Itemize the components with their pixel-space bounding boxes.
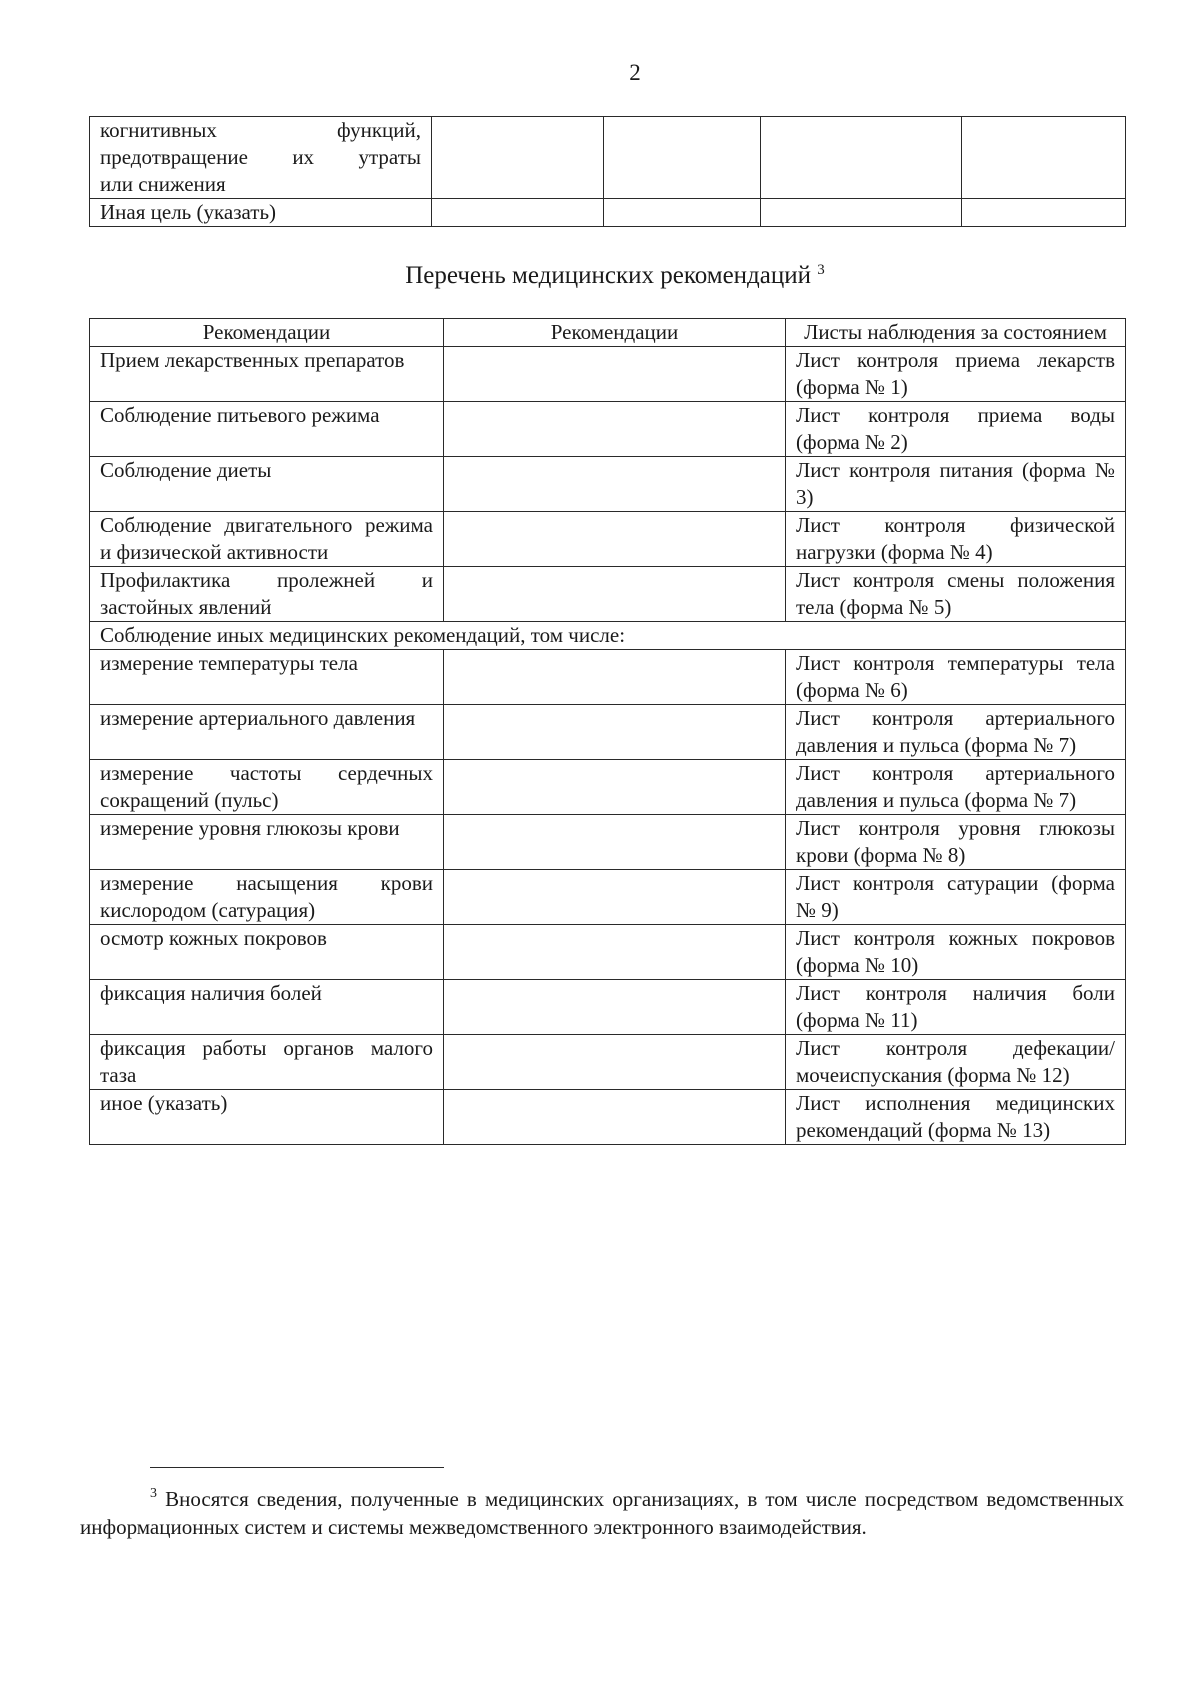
sheet-cell: Лист контроля температуры тела (форма № 6)	[786, 650, 1126, 705]
column-header: Рекомендации	[444, 319, 786, 347]
section-title	[0, 262, 1200, 290]
empty-cell[interactable]	[962, 117, 1126, 199]
empty-cell[interactable]	[444, 980, 786, 1035]
sheet-cell: Лист контроля физической нагрузки (форма № 4)	[786, 512, 1126, 567]
empty-cell[interactable]	[444, 705, 786, 760]
recommendation-cell: Профилактика пролежней и застойных явлений	[90, 567, 444, 622]
footnote-mark: 3	[150, 1486, 157, 1501]
goal-cell	[90, 117, 432, 199]
footnote-divider	[150, 1467, 444, 1468]
footnote	[80, 1480, 1124, 1541]
table-row	[90, 815, 1126, 870]
recommendation-cell: фиксация работы органов малого таза	[90, 1035, 444, 1090]
empty-cell[interactable]	[444, 567, 786, 622]
table-row	[90, 347, 1126, 402]
footnote-ref: 3	[817, 262, 825, 278]
sheet-cell: Лист контроля дефекации/мочеиспускания (форма № 12)	[786, 1035, 1126, 1090]
goal-line: или снижения	[100, 172, 226, 196]
sheet-cell: Лист контроля наличия боли (форма № 11)	[786, 980, 1126, 1035]
sheet-cell: Лист контроля питания (форма № 3)	[786, 457, 1126, 512]
sheet-cell: Лист контроля сатурации (форма № 9)	[786, 870, 1126, 925]
empty-cell[interactable]	[962, 199, 1126, 227]
empty-cell[interactable]	[444, 1090, 786, 1145]
section-title-text: Перечень медицинских рекомендаций	[405, 262, 811, 289]
sheet-cell: Лист контроля приема воды (форма № 2)	[786, 402, 1126, 457]
sheet-cell: Лист контроля артериального давления и пульса (форма № 7)	[786, 705, 1126, 760]
table-row	[90, 705, 1126, 760]
page-number: 2	[629, 60, 641, 85]
table-row	[90, 512, 1126, 567]
recommendation-cell: измерение артериального давления	[90, 705, 444, 760]
footnote-text: Вносятся сведения, полученные в медицинских организациях, в том числе посредством ведомственных информационных систем и системы межведомственного электронного взаимодействия.	[80, 1487, 1124, 1539]
table-row	[90, 199, 1126, 227]
table-row	[90, 650, 1126, 705]
empty-cell[interactable]	[761, 199, 962, 227]
empty-cell[interactable]	[761, 117, 962, 199]
table-header-row	[90, 319, 1126, 347]
recommendation-cell: измерение насыщения крови кислородом (сатурация)	[90, 870, 444, 925]
table-row	[90, 457, 1126, 512]
empty-cell[interactable]	[444, 347, 786, 402]
recommendation-cell: измерение температуры тела	[90, 650, 444, 705]
sheet-cell: Лист исполнения медицинских рекомендаций (форма № 13)	[786, 1090, 1126, 1145]
goal-line: когнитивных функций,	[100, 118, 421, 142]
empty-cell[interactable]	[444, 815, 786, 870]
sheet-cell: Лист контроля смены положения тела (форма № 5)	[786, 567, 1126, 622]
sheet-cell: Лист контроля приема лекарств (форма № 1)	[786, 347, 1126, 402]
goal-cell: Иная цель (указать)	[90, 199, 432, 227]
empty-cell[interactable]	[444, 925, 786, 980]
recommendation-cell: иное (указать)	[90, 1090, 444, 1145]
column-header: Рекомендации	[90, 319, 444, 347]
recommendation-cell: осмотр кожных покровов	[90, 925, 444, 980]
empty-cell[interactable]	[444, 457, 786, 512]
empty-cell[interactable]	[604, 117, 761, 199]
table-row	[90, 1090, 1126, 1145]
empty-cell[interactable]	[432, 117, 604, 199]
table-row	[90, 760, 1126, 815]
goal-line: предотвращение их утраты	[100, 145, 421, 169]
goals-table	[89, 116, 1126, 227]
empty-cell[interactable]	[604, 199, 761, 227]
sheet-cell: Лист контроля уровня глюкозы крови (форма № 8)	[786, 815, 1126, 870]
sheet-cell: Лист контроля артериального давления и пульса (форма № 7)	[786, 760, 1126, 815]
table-subheader-row	[90, 622, 1126, 650]
recommendation-cell: Соблюдение двигательного режима и физической активности	[90, 512, 444, 567]
table-row	[90, 980, 1126, 1035]
empty-cell[interactable]	[444, 402, 786, 457]
sheet-cell: Лист контроля кожных покровов (форма № 10)	[786, 925, 1126, 980]
recommendation-cell: измерение частоты сердечных сокращений (пульс)	[90, 760, 444, 815]
empty-cell[interactable]	[444, 870, 786, 925]
subheader-cell: Соблюдение иных медицинских рекомендаций, том числе:	[90, 622, 1126, 650]
table-row	[90, 1035, 1126, 1090]
table-row	[90, 402, 1126, 457]
table-row	[90, 925, 1126, 980]
recommendation-cell: Прием лекарственных препаратов	[90, 347, 444, 402]
empty-cell[interactable]	[432, 199, 604, 227]
empty-cell[interactable]	[444, 1035, 786, 1090]
empty-cell[interactable]	[444, 512, 786, 567]
empty-cell[interactable]	[444, 650, 786, 705]
recommendation-cell: Соблюдение питьевого режима	[90, 402, 444, 457]
recommendation-cell: Соблюдение диеты	[90, 457, 444, 512]
recommendations-table	[89, 318, 1126, 1145]
column-header: Листы наблюдения за состоянием	[786, 319, 1126, 347]
recommendation-cell: фиксация наличия болей	[90, 980, 444, 1035]
table-row	[90, 117, 1126, 199]
empty-cell[interactable]	[444, 760, 786, 815]
table-row	[90, 870, 1126, 925]
table-row	[90, 567, 1126, 622]
recommendation-cell: измерение уровня глюкозы крови	[90, 815, 444, 870]
